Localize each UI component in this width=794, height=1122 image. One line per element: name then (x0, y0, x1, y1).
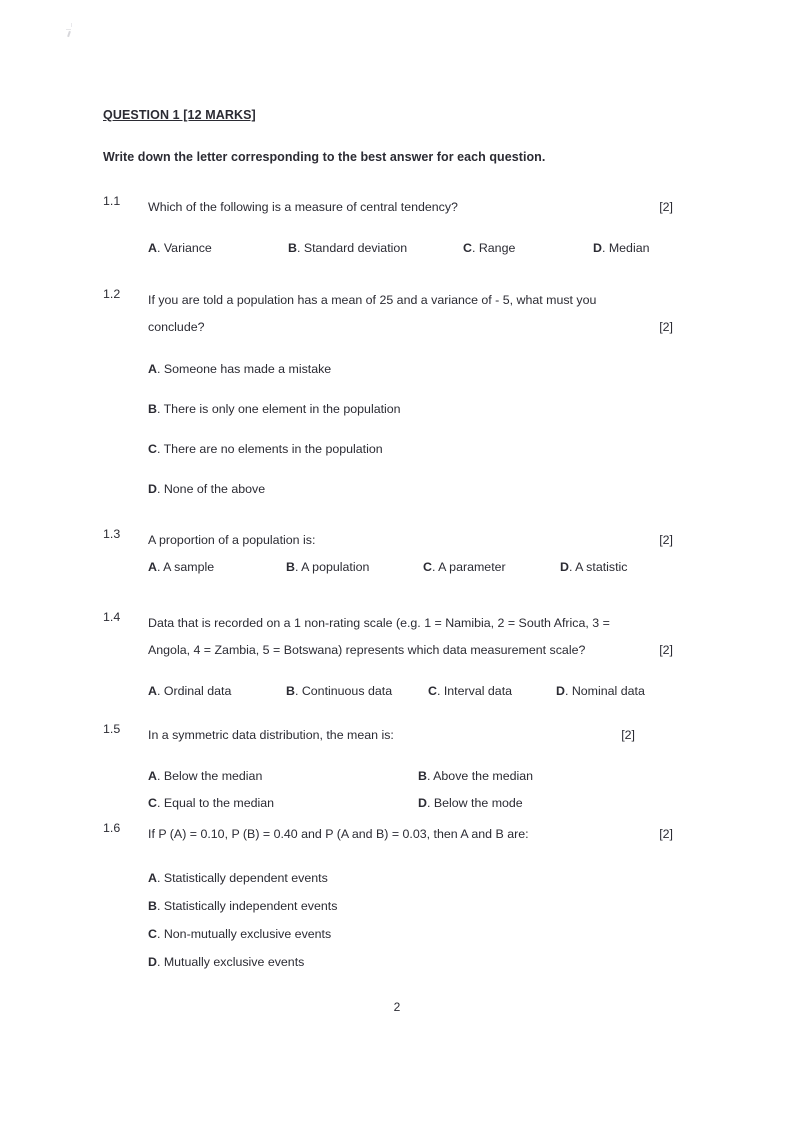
option-b[interactable] (148, 896, 673, 916)
option-a[interactable] (148, 678, 286, 704)
option-a[interactable] (148, 235, 288, 261)
option-b[interactable] (288, 235, 463, 261)
question-1-2 (103, 287, 673, 499)
question-text: Data that is recorded on a 1 non-rating scale (e.g. 1 = Namibia, 2 = South Africa, 3 = (148, 616, 610, 630)
option-letter: A (148, 684, 157, 698)
option-letter: D (148, 482, 157, 496)
option-letter: B (148, 402, 157, 416)
options-stack (148, 359, 673, 499)
document-body (103, 108, 673, 980)
question-line-continued (148, 637, 673, 664)
option-a[interactable] (148, 763, 418, 790)
scan-artifact-speck (66, 29, 71, 30)
option-text: . Range (471, 241, 516, 255)
scan-artifact-speck (71, 23, 72, 27)
options-row (148, 678, 673, 704)
question-text: A proportion of a population is: (148, 533, 316, 547)
page-number: 2 (393, 1000, 401, 1014)
page-title: QUESTION 1 [12 MARKS] (103, 108, 256, 122)
question-number: 1.2 (103, 287, 121, 301)
option-text: . Equal to the median (156, 796, 275, 810)
question-line (148, 722, 673, 749)
option-d[interactable] (593, 235, 649, 261)
question-text: conclude? (148, 320, 205, 334)
option-text: . Below the mode (426, 796, 523, 810)
options-row (148, 235, 673, 261)
option-text: . Statistically independent events (156, 899, 338, 913)
option-text: . There is only one element in the population (156, 402, 401, 416)
option-letter: D (148, 955, 157, 969)
question-header (103, 287, 673, 341)
question-text: In a symmetric data distribution, the mean is: (148, 728, 394, 742)
marks-badge: [2] (659, 533, 673, 547)
option-text: . Ordinal data (156, 684, 232, 698)
option-c[interactable] (148, 924, 673, 944)
question-text: If P (A) = 0.10, P (B) = 0.40 and P (A and B) = 0.03, then A and B are: (148, 827, 529, 841)
option-letter: C (148, 927, 157, 941)
option-text: . Variance (156, 241, 212, 255)
question-body (148, 722, 673, 749)
option-text: . Non-mutually exclusive events (156, 927, 332, 941)
question-line (148, 287, 673, 314)
option-text: . Someone has made a mistake (156, 362, 332, 376)
option-c[interactable] (463, 235, 593, 261)
option-letter: D (560, 560, 569, 574)
question-number: 1.4 (103, 610, 121, 624)
option-c[interactable] (148, 439, 673, 459)
scan-artifact-speck (67, 31, 71, 37)
option-letter: A (148, 362, 157, 376)
option-letter: C (463, 241, 472, 255)
question-1-1 (103, 194, 673, 261)
options-stack (148, 868, 673, 972)
option-letter: B (148, 899, 157, 913)
question-1-4 (103, 610, 673, 704)
option-b[interactable] (148, 399, 673, 419)
options-grid-row (148, 790, 673, 817)
question-line (148, 527, 673, 554)
option-text: . Above the median (426, 769, 534, 783)
marks-badge: [2] (659, 320, 673, 334)
option-c[interactable] (423, 554, 560, 580)
marks-badge: [2] (659, 827, 673, 841)
option-b[interactable] (286, 554, 423, 580)
question-header (103, 722, 673, 749)
option-letter: B (288, 241, 297, 255)
option-text: . Continuous data (294, 684, 393, 698)
option-b[interactable] (286, 678, 428, 704)
question-line (148, 194, 673, 221)
option-c[interactable] (428, 678, 556, 704)
question-1-5 (103, 722, 673, 817)
option-d[interactable] (148, 952, 673, 972)
option-text: . Statistically dependent events (156, 871, 328, 885)
question-1-6 (103, 821, 673, 972)
options-row (148, 554, 673, 580)
option-text: . Interval data (436, 684, 513, 698)
question-body (148, 194, 673, 221)
option-d[interactable] (148, 479, 673, 499)
options-grid (148, 763, 673, 817)
marks-badge: [2] (621, 728, 635, 742)
question-1-3 (103, 527, 673, 580)
question-line (148, 610, 673, 637)
option-text: . None of the above (156, 482, 266, 496)
option-letter: C (428, 684, 437, 698)
option-text: . There are no elements in the population (156, 442, 383, 456)
option-text: . A sample (156, 560, 215, 574)
option-letter: A (148, 560, 157, 574)
option-text: . Below the median (156, 769, 263, 783)
option-d[interactable] (556, 678, 645, 704)
option-b[interactable] (418, 763, 533, 790)
option-text: . Standard deviation (296, 241, 408, 255)
option-letter: D (593, 241, 602, 255)
option-d[interactable] (418, 790, 523, 817)
option-letter: A (148, 769, 157, 783)
question-number: 1.5 (103, 722, 121, 736)
option-text: . Median (601, 241, 650, 255)
option-text: . A statistic (568, 560, 628, 574)
question-body (148, 821, 673, 848)
marks-badge: [2] (659, 643, 673, 657)
marks-badge: [2] (659, 200, 673, 214)
question-header (103, 821, 673, 848)
option-a[interactable] (148, 359, 673, 379)
option-letter: A (148, 871, 157, 885)
option-a[interactable] (148, 554, 286, 580)
option-text: . A population (294, 560, 370, 574)
option-letter: C (423, 560, 432, 574)
question-text: Which of the following is a measure of central tendency? (148, 200, 458, 214)
question-text: Angola, 4 = Zambia, 5 = Botswana) represents which data measurement scale? (148, 643, 586, 657)
question-number: 1.1 (103, 194, 121, 208)
option-letter: C (148, 796, 157, 810)
question-body (148, 610, 673, 664)
option-text: . Nominal data (564, 684, 645, 698)
option-letter: D (556, 684, 565, 698)
option-letter: C (148, 442, 157, 456)
option-d[interactable] (560, 554, 628, 580)
question-header (103, 527, 673, 554)
question-body (148, 287, 673, 341)
options-grid-row (148, 763, 673, 790)
question-body (148, 527, 673, 554)
question-line-continued (148, 314, 673, 341)
option-text: . Mutually exclusive events (156, 955, 305, 969)
question-line (148, 821, 673, 848)
option-letter: B (418, 769, 427, 783)
question-text: If you are told a population has a mean of 25 and a variance of - 5, what must you (148, 293, 597, 307)
option-letter: D (418, 796, 427, 810)
option-letter: A (148, 241, 157, 255)
instruction-text: Write down the letter corresponding to the best answer for each question. (103, 150, 546, 164)
question-header (103, 610, 673, 664)
question-header (103, 194, 673, 221)
option-letter: B (286, 684, 295, 698)
option-text: . A parameter (431, 560, 506, 574)
option-a[interactable] (148, 868, 673, 888)
option-c[interactable] (148, 790, 418, 817)
question-number: 1.3 (103, 527, 121, 541)
option-letter: B (286, 560, 295, 574)
question-number: 1.6 (103, 821, 121, 835)
